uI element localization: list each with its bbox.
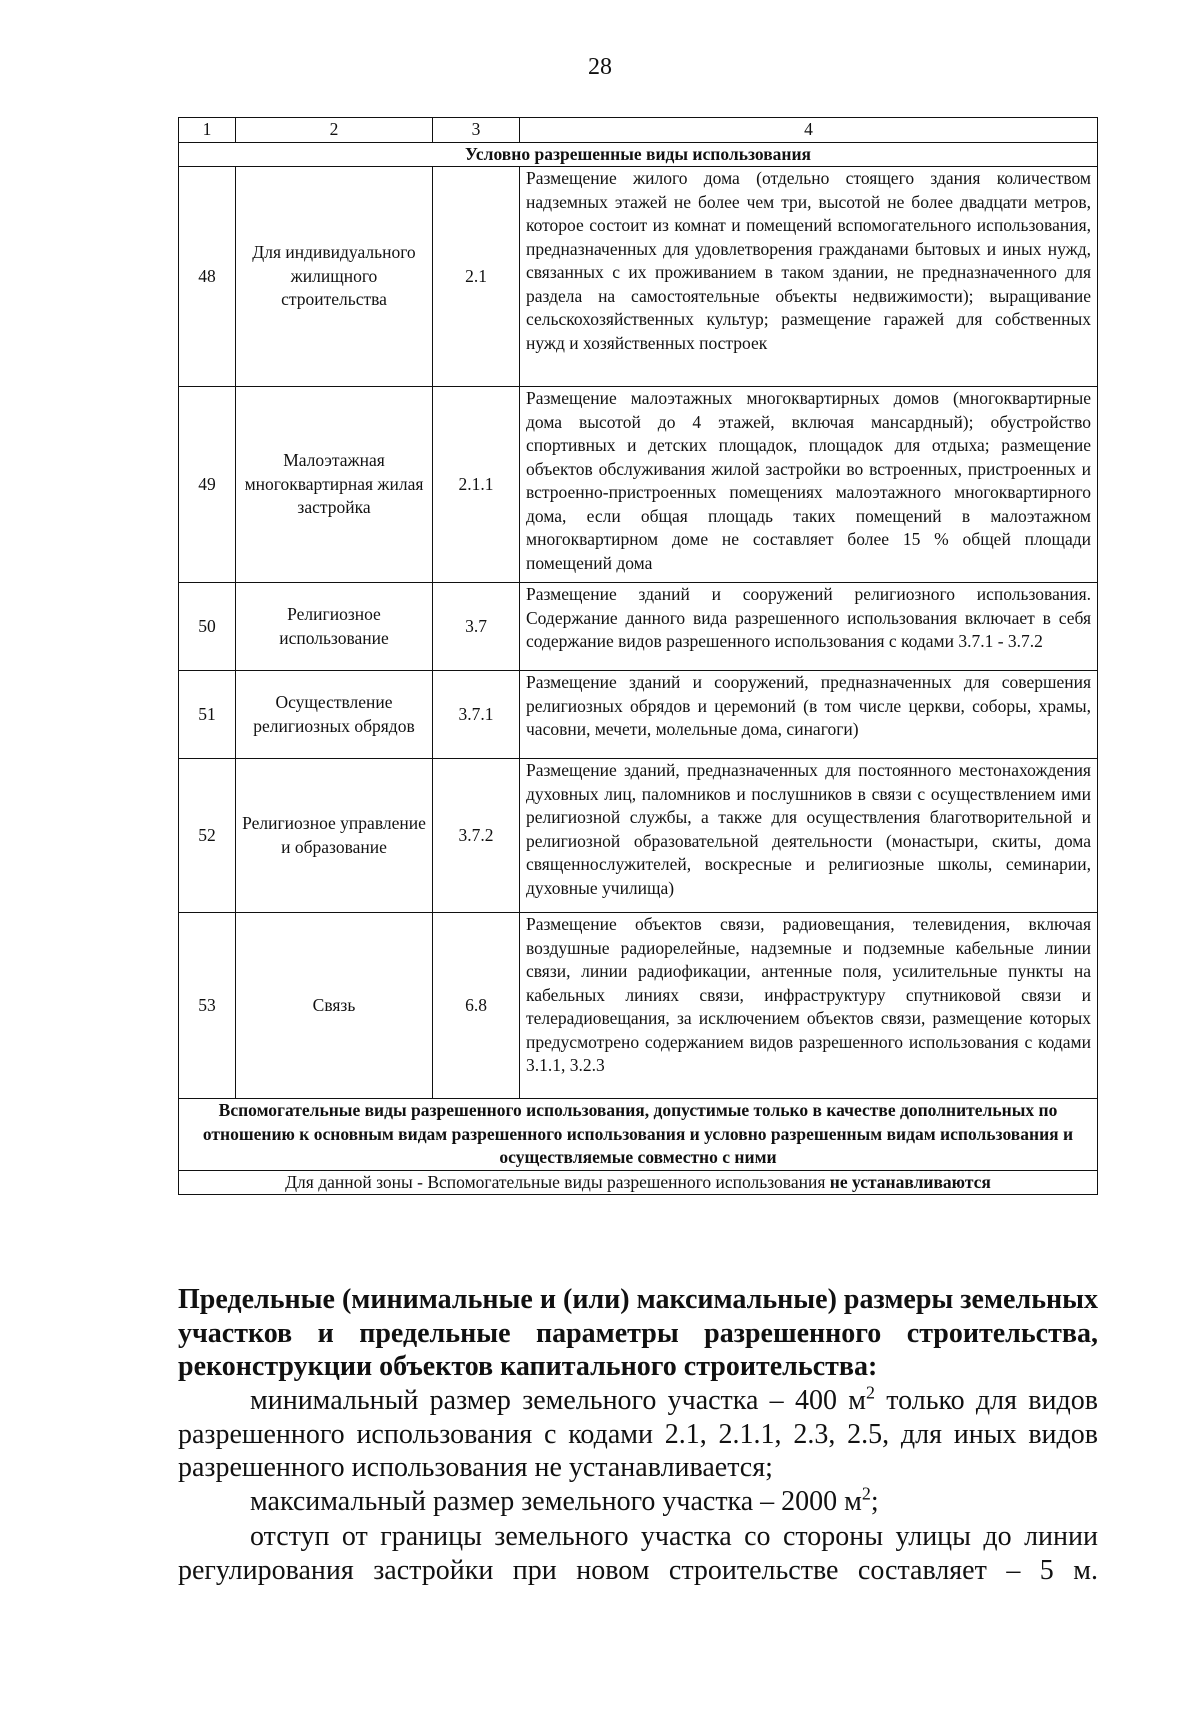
use-type-description: Размещение малоэтажных многоквартирных домов (многоквартирные дома высотой до 4 этажей, включая мансардный); обустройство спортивных и детских площадок, площадок для отдыха; размещение объектов обслуживания жилой застройки во встроенных, пристроенных и встроенно-пристроенных помещениях малоэтажного многоквартирного дома, если общая площадь таких помещений в малоэтажном многоквартирном доме не составляет более 15 % общей площади помещений дома [520, 387, 1098, 583]
row-number: 50 [179, 583, 236, 671]
use-type-code: 6.8 [433, 913, 520, 1099]
table-row [179, 759, 1098, 913]
setback-paragraph: отступ от границы земельного участка со стороны улицы до линии регулирования застройки при новом строительстве составляет – 5 м. [178, 1521, 1098, 1586]
use-type-description: Размещение зданий и сооружений религиозного использования. Содержание данного вида разрешенного использования включает в себя содержание видов разрешенного использования с кодами 3.7.1 - 3.7.2 [520, 583, 1098, 671]
use-type-name: Религиозное управление и образование [236, 759, 433, 913]
table-row [179, 913, 1098, 1099]
table-row [179, 671, 1098, 759]
use-type-description: Размещение зданий и сооружений, предназначенных для совершения религиозных обрядов и церемоний (в том числе церкви, соборы, храмы, часовни, мечети, молельные дома, синагоги) [520, 671, 1098, 759]
auxiliary-note [179, 1170, 1098, 1194]
column-number: 2 [236, 118, 433, 143]
auxiliary-note-text: Для данной зоны - Вспомогательные виды разрешенного использования [285, 1171, 830, 1192]
max-area-text-rest: ; [870, 1486, 879, 1517]
use-type-description: Размещение жилого дома (отдельно стоящего здания количеством надземных этажей не более чем три, высотой не более двадцати метров, которое состоит из комнат и помещений вспомогательного использования, предназначенных для удовлетворения гражданами бытовых и иных нужд, связанных с их проживанием в таком здании, не предназначенного для раздела на самостоятельные объекты недвижимости); выращивание сельскохозяйственных культур; размещение гаражей для собственных нужд и хозяйственных построек [520, 167, 1098, 387]
column-number: 3 [433, 118, 520, 143]
row-number: 49 [179, 387, 236, 583]
row-number: 53 [179, 913, 236, 1099]
min-area-text-rest: только для видов разрешенного использования с кодами 2.1, 2.1.1, 2.3, 2.5, для иных видов разрешенного использования не устанавливается; [178, 1385, 1098, 1483]
max-area-paragraph [178, 1485, 1098, 1519]
use-type-name: Религиозное использование [236, 583, 433, 671]
row-number: 51 [179, 671, 236, 759]
table-row [179, 583, 1098, 671]
conditional-section-header: Условно разрешенные виды использования [179, 142, 1098, 167]
use-type-code: 3.7.1 [433, 671, 520, 759]
use-type-name: Осуществление религиозных обрядов [236, 671, 433, 759]
use-type-description: Размещение объектов связи, радиовещания, телевидения, включая воздушные радиорелейные, надземные и подземные кабельные линии связи, линии радиофикации, антенные поля, усилительные пункты на кабельных линиях связи, инфраструктуру спутниковой связи и телерадиовещания, за исключением объектов связи, размещение которых предусмотрено содержанием видов разрешенного использования с кодами 3.1.1, 3.2.3 [520, 913, 1098, 1099]
use-type-name: Для индивидуального жилищного строительства [236, 167, 433, 387]
auxiliary-section-header: Вспомогательные виды разрешенного использования, допустимые только в качестве дополнительных по отношению к основным видам разрешенного использования и условно разрешенным видам использования и осуществляемые совместно с ними [179, 1099, 1098, 1171]
limits-title: Предельные (минимальные и (или) максимальные) размеры земельных участков и предельные параметры разрешенного строительства, реконструкции объектов капитального строительства: [178, 1284, 1098, 1382]
column-number-row [179, 118, 1098, 143]
use-type-description: Размещение зданий, предназначенных для постоянного местонахождения духовных лиц, паломников и послушников в связи с осуществлением ими религиозной службы, а также для осуществления благотворительной и религиозной образовательной деятельности (монастыри, скиты, дома священнослужителей, воскресные и религиозные школы, семинарии, духовные училища) [520, 759, 1098, 913]
conditional-section-row [179, 142, 1098, 167]
row-number: 52 [179, 759, 236, 913]
use-type-code: 3.7.2 [433, 759, 520, 913]
column-number: 1 [179, 118, 236, 143]
column-number: 4 [520, 118, 1098, 143]
min-area-text: минимальный размер земельного участка – 400 м [250, 1385, 866, 1416]
row-number: 48 [179, 167, 236, 387]
use-type-name: Малоэтажная многоквартирная жилая застройка [236, 387, 433, 583]
auxiliary-note-status: не устанавливаются [829, 1171, 991, 1192]
auxiliary-note-row [179, 1170, 1098, 1194]
min-area-paragraph [178, 1384, 1098, 1485]
table-row [179, 387, 1098, 583]
min-area-unit-sup: 2 [865, 1382, 875, 1403]
use-type-code: 2.1.1 [433, 387, 520, 583]
use-type-name: Связь [236, 913, 433, 1099]
page-number: 28 [588, 54, 612, 80]
use-type-code: 3.7 [433, 583, 520, 671]
use-type-code: 2.1 [433, 167, 520, 387]
max-area-text: максимальный размер земельного участка – 2000 м [250, 1486, 862, 1517]
permitted-use-table [178, 117, 1098, 1195]
max-area-unit-sup: 2 [861, 1483, 871, 1504]
table-row [179, 167, 1098, 387]
auxiliary-section-row [179, 1099, 1098, 1171]
